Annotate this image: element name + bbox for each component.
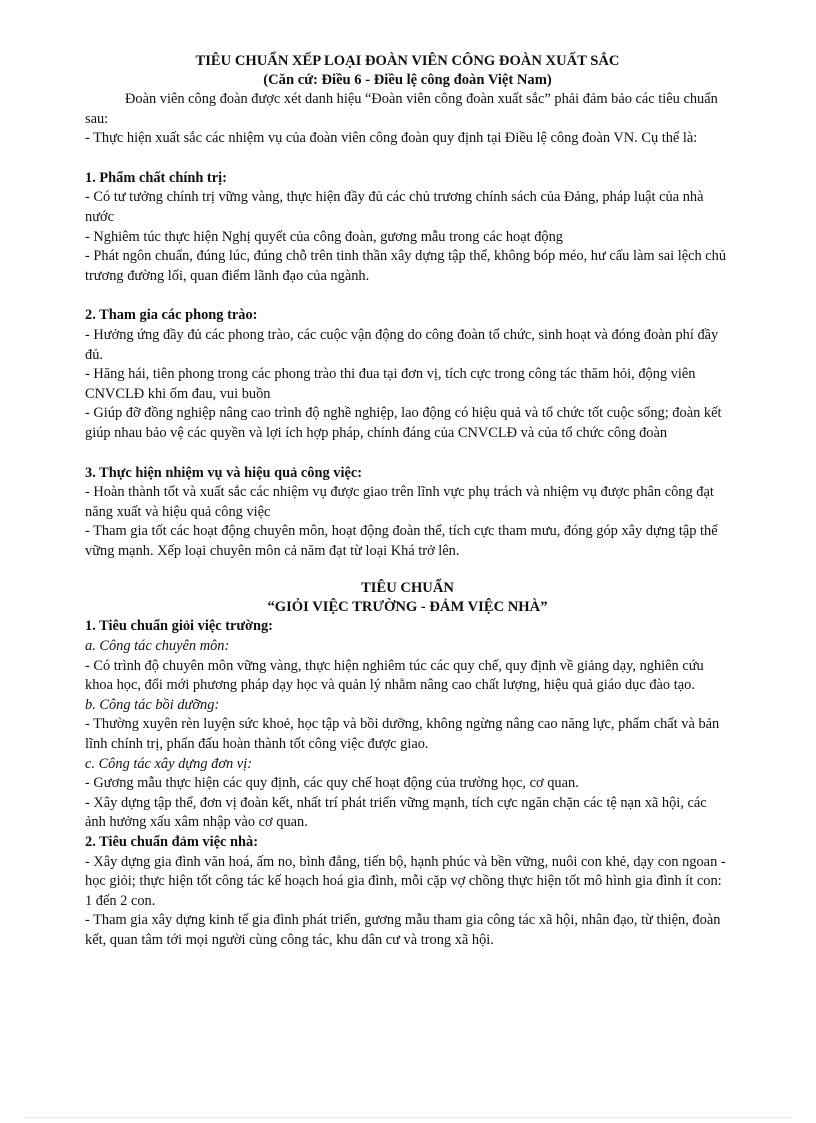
- section-heading-3: 3. Thực hiện nhiệm vụ và hiệu quả công việc:: [85, 464, 363, 481]
- list-item: - Giúp đỡ đồng nghiệp nâng cao trình độ nghề nghiệp, lao động có hiệu quả và tổ chức tốt cuộc sống; đoàn kết giúp nhau bảo vệ các quyền và lợi ích hợp pháp, chính đáng của CNVCLĐ và của tổ chức công đoàn: [85, 405, 722, 441]
- list-item: - Hưởng ứng đầy đủ các phong trào, các cuộc vận động do công đoàn tổ chức, sinh hoạt và đóng đoàn phí đầy đủ.: [85, 326, 719, 363]
- list-item: - Phát ngôn chuẩn, đúng lúc, đúng chỗ trên tinh thần xây dựng tập thể, không bóp méo, hư cấu làm sai lệch chủ trương đường lối, quan điểm lãnh đạo của ngành.: [85, 248, 727, 284]
- intro-paragraph: Đoàn viên công đoàn được xét danh hiệu “Đoàn viên công đoàn xuất sắc” phải đảm bảo các tiêu chuẩn sau:: [85, 91, 718, 127]
- part-heading-1: 1. Tiêu chuẩn giỏi việc trường:: [85, 618, 273, 635]
- document-page: [85, 52, 730, 951]
- subsection-label-b: b. Công tác bồi dưỡng:: [85, 696, 220, 713]
- document-subtitle: (Căn cứ: Điều 6 - Điều lệ công đoàn Việt Nam): [263, 72, 552, 88]
- list-item: - Xây dựng gia đình văn hoá, ấm no, bình đẳng, tiến bộ, hạnh phúc và bền vững, nuôi con khẻ, dạy con ngoan - học giỏi; thực hiện tốt công tác kế hoạch hoá gia đình, mỗi cặp vợ chồng thực hiện tốt mô hình gia đình ít con: 1 đến 2 con.: [85, 853, 726, 909]
- intro-item: - Thực hiện xuất sắc các nhiệm vụ của đoàn viên công đoàn quy định tại Điều lệ công đoàn VN. Cụ thể là:: [85, 130, 698, 147]
- list-item: - Có tư tưởng chính trị vững vàng, thực hiện đầy đủ các chủ trương chính sách của Đảng, pháp luật của nhà nước: [85, 189, 704, 225]
- list-item: - Tham gia xây dựng kinh tế gia đình phát triển, gương mẫu tham gia công tác xã hội, nhân đạo, từ thiện, đoàn kết, quan tâm tới mọi người cùng công tác, khu dân cư và trong xã hội.: [85, 912, 721, 948]
- list-item: - Hăng hái, tiên phong trong các phong trào thi đua tại đơn vị, tích cực trong công tác thăm hỏi, động viên CNVCLĐ khi ốm đau, vui buồn: [85, 366, 696, 402]
- list-item: - Tham gia tốt các hoạt động chuyên môn, hoạt động đoàn thể, tích cực tham mưu, đóng góp xây dựng tập thể vững mạnh. Xếp loại chuyên môn cả năm đạt từ loại Khá trở lên.: [85, 523, 718, 559]
- list-item: - Thường xuyên rèn luyện sức khoẻ, học tập và bồi dưỡng, không ngừng nâng cao năng lực, phẩm chất và bản lĩnh chính trị, phấn đấu hoàn thành tốt công việc được giao.: [85, 716, 720, 753]
- second-title: TIÊU CHUẨN: [361, 580, 454, 597]
- subsection-label-a: a. Công tác chuyên môn:: [85, 638, 230, 655]
- part-heading-2: 2. Tiêu chuẩn đảm việc nhà:: [85, 834, 258, 850]
- section-heading-2: 2. Tham gia các phong trào:: [85, 307, 258, 324]
- list-item: - Xây dựng tập thể, đơn vị đoàn kết, nhất trí phát triển vững mạnh, tích cực ngăn chặn các tệ nạn xã hội, các ảnh hưởng xấu xâm nhập vào cơ quan.: [85, 794, 707, 831]
- document-title: TIÊU CHUẨN XẾP LOẠI ĐOÀN VIÊN CÔNG ĐOÀN XUẤT SẮC: [195, 53, 620, 69]
- page-bottom-divider: [25, 1117, 791, 1118]
- list-item: - Có trình độ chuyên môn vững vàng, thực hiện nghiêm túc các quy chế, quy định về giảng dạy, nghiên cứu khoa học, đổi mới phương pháp dạy học và quản lý nhằm nâng cao chất lượng, hiệu quả giáo dục đào tạo.: [85, 657, 704, 694]
- subsection-label-c: c. Công tác xây dựng đơn vị:: [85, 755, 252, 772]
- list-item: - Nghiêm túc thực hiện Nghị quyết của công đoàn, gương mẫu trong các hoạt động: [85, 228, 563, 245]
- list-item: - Hoàn thành tốt và xuất sắc các nhiệm vụ được giao trên lĩnh vực phụ trách và nhiệm vụ được phân công đạt năng xuất và hiệu quả công việc: [85, 484, 714, 520]
- second-subtitle: “GIỎI VIỆC TRƯỜNG - ĐẢM VIỆC NHÀ”: [267, 599, 548, 616]
- list-item: - Gương mẫu thực hiện các quy định, các quy chế hoạt động của trường học, cơ quan.: [85, 775, 579, 792]
- section-heading-1: 1. Phẩm chất chính trị:: [85, 169, 227, 186]
